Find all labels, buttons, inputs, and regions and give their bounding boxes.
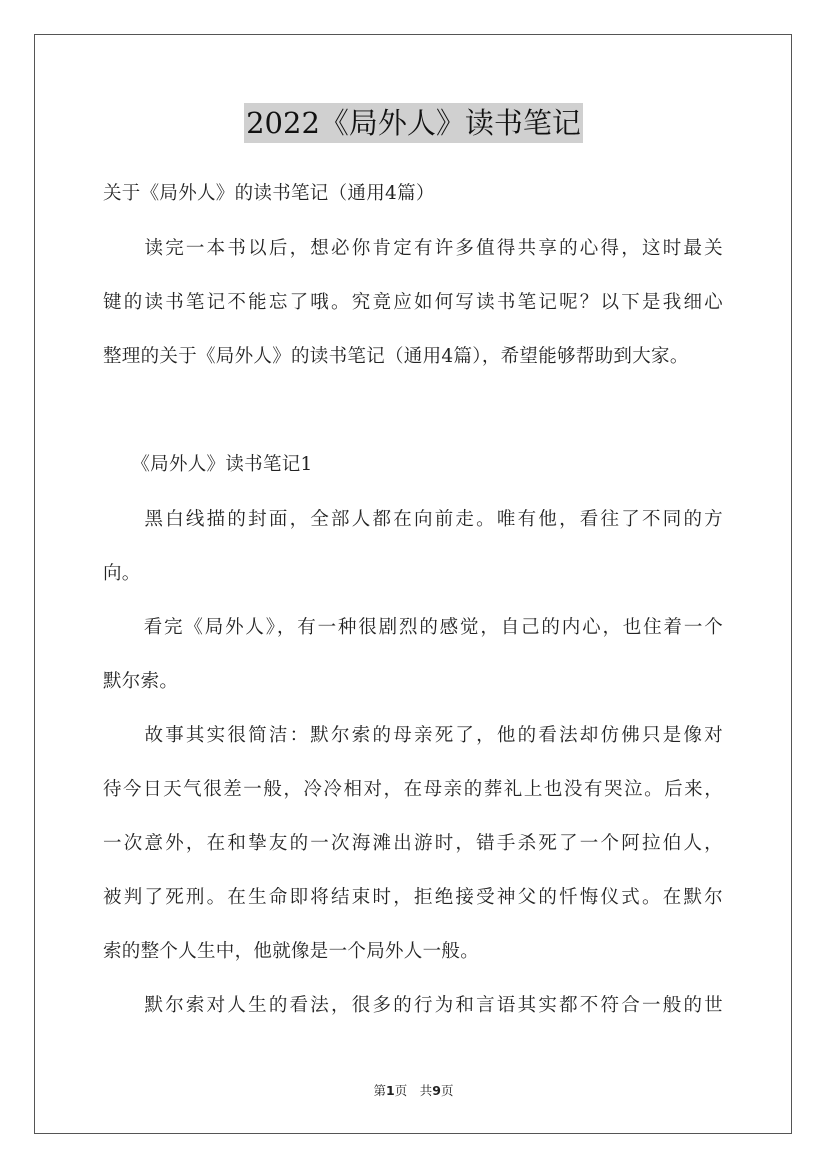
page-footer <box>0 1081 827 1099</box>
current-page-number: 1 <box>386 1083 395 1098</box>
document-title: 2022《局外人》读书笔记 <box>244 103 583 143</box>
paragraph-line: 待今日天气很差一般，冷冷相对，在母亲的葬礼上也没有哭泣。后来， <box>103 779 723 800</box>
paragraph-line: 黑白线描的封面，全部人都在向前走。唯有他，看往了不同的方 <box>103 509 723 530</box>
paragraph-line: 索的整个人生中，他就像是一个局外人一般。 <box>103 941 480 962</box>
paragraph-line: 看完《局外人》，有一种很剧烈的感觉，自己的内心，也住着一个 <box>103 617 723 638</box>
total-page-number: 9 <box>432 1083 441 1098</box>
paragraph-line: 向。 <box>103 563 141 584</box>
paragraph-line: 被判了死刑。在生命即将结束时，拒绝接受神父的忏悔仪式。在默尔 <box>103 887 723 908</box>
page-prefix: 第 <box>373 1083 387 1098</box>
paragraph-line: 一次意外，在和挚友的一次海滩出游时，错手杀死了一个阿拉伯人， <box>103 833 723 854</box>
section-heading: 《局外人》读书笔记1 <box>103 454 313 475</box>
page-suffix: 页 <box>440 1083 454 1098</box>
paragraph-line: 整理的关于《局外人》的读书笔记（通用4篇），希望能够帮助到大家。 <box>103 346 689 367</box>
paragraph-line: 故事其实很简洁：默尔索的母亲死了，他的看法却仿佛只是像对 <box>103 725 723 746</box>
page-mid: 页 共 <box>394 1083 433 1098</box>
paragraph-line: 键的读书笔记不能忘了哦。究竟应如何写读书笔记呢？以下是我细心 <box>103 292 723 313</box>
paragraph-line: 默尔索。 <box>103 671 179 692</box>
paragraph-line: 读完一本书以后，想必你肯定有许多值得共享的心得，这时最关 <box>103 238 723 259</box>
title-container <box>0 103 827 143</box>
document-subtitle: 关于《局外人》的读书笔记（通用4篇） <box>103 183 435 204</box>
paragraph-line: 默尔索对人生的看法，很多的行为和言语其实都不符合一般的世 <box>103 995 723 1016</box>
